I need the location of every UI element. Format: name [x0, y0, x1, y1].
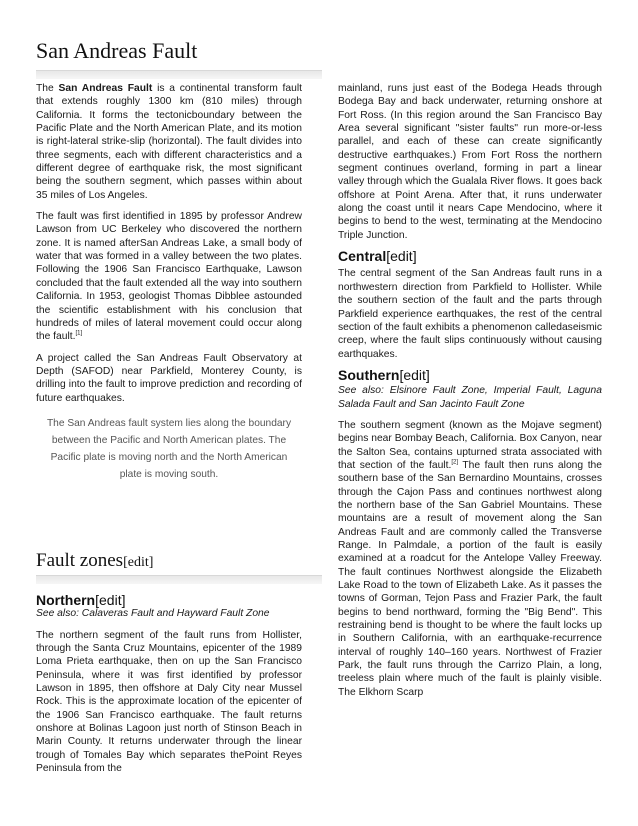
- fault-zones-section-header: [36, 550, 322, 584]
- intro-lead-text: The: [36, 83, 59, 94]
- edit-link-fault-zones[interactable]: [edit]: [123, 555, 154, 570]
- southern-see-also[interactable]: See also: Elsinore Fault Zone, Imperial Fault, Laguna Salada Fault and San Jacinto Fault Zone: [338, 385, 602, 410]
- intro-paragraph-2-text: The fault was first identified in 1895 by professor Andrew Lawson from UC Berkeley who discovered the northern zone. It is named afterSan Andreas Lake, a small body of water that was formed in a valley between the two plates. Following the 1906 San Francisco Earthquake, Lawson concluded that the fault extended all the way into southern California. In 1953, geologist Thomas Dibblee astounded the scientific establishment with his conclusion that hundreds of miles of lateral movement could occur along the fault.: [36, 211, 302, 343]
- article-subject-bold: San Andreas Fault: [58, 83, 153, 94]
- reference-link-1[interactable]: [1]: [75, 330, 83, 337]
- intro-paragraph-1: [36, 82, 302, 202]
- intro-paragraph-3: A project called the San Andreas Fault Observatory at Depth (SAFOD) near Parkfield, Monterey County, is drilling into the fault to improve prediction and recording of future earthquakes.: [36, 352, 302, 404]
- northern-heading-text: Northern: [36, 592, 96, 608]
- edit-link-northern[interactable]: [edit]: [95, 592, 126, 608]
- central-paragraph-1: The central segment of the San Andreas fault runs in a northwestern direction from Parkfield to Hollister. While the southern section of the fault and the parts through Parkfield experience earthquakes, the rest of the central section of the fault exhibits a phenomenon calledaseismic creep, where the fault slips continuously without causing earthquakes.: [338, 268, 602, 360]
- southern-paragraph-1: [338, 419, 602, 699]
- page-title: San Andreas Fault: [36, 38, 198, 63]
- title-divider: [36, 70, 322, 79]
- southern-paragraph-1-text-b: The fault then runs along the southern base of the San Bernardino Mountains, crosses through the Cajon Pass and continues northwest along the northern base of the San Gabriel Mountains. These mountains are a result of movement along the San Andreas Fault and are commonly called the Transverse Range. In Palmdale, a portion of the fault is easily examined at a roadcut for the Antelope Valley Freeway. The fault continues Northwest alongside the Elizabeth Lake Road to the town of Elizabeth Lake. As it passes the towns of Gorman, Tejon Pass and Frazier Park, the fault begins to bend northward, forming the "Big Bend". This restraining bend is thought to be where the fault locks up in Southern California, with an earthquake-recurrence interval of roughly 140–160 years. Northwest of Frazier Park, the fault runs through the Carrizo Plain, a long, treeless plain where much of the fault is plainly visible. The Elkhorn Scarp: [338, 459, 603, 698]
- northern-paragraph-continued: mainland, runs just east of the Bodega Heads through Bodega Bay and back underwater, returning onshore at Fort Ross. (In this region around the San Francisco Bay Area several significant "sister faults" run more-or-less parallel, and each of these can create significantly destructive earthquakes.) From Fort Ross the northern segment continues overland, forming in part a linear valley through which the Gualala River flows. It goes back offshore at Point Arena. After that, it runs underwater along the coast until it nears Cape Mendocino, where it begins to bend to the west, terminating at the Mendocino Triple Junction.: [338, 83, 602, 241]
- northern-paragraph-1: The northern segment of the fault runs from Hollister, through the Santa Cruz Mountains, epicenter of the 1989 Loma Prieta earthquake, then on up the San Francisco Peninsula, where it was first identified by professor Lawson in 1895, then offshore at Daly City near Mussel Rock. This is the approximate location of the epicenter of the 1906 San Francisco earthquake. The fault returns onshore at Bolinas Lagoon just north of Stinson Beach in Marin County. It returns underwater through the linear trough of Tomales Bay which separates thePoint Reyes Peninsula from the: [36, 629, 302, 775]
- section-divider: [36, 575, 322, 584]
- right-column: [338, 82, 602, 707]
- intro-paragraph-2: [36, 210, 302, 343]
- left-column: [36, 82, 302, 483]
- section-heading-northern: [36, 594, 302, 607]
- southern-paragraph-1-text-a: The southern segment (known as the Mojave segment) begins near Bombay Beach, California. Box Canyon, near the Salton Sea, contains upturned strata associated with that section of the fault.: [338, 419, 602, 471]
- edit-link-central[interactable]: [edit]: [386, 248, 417, 265]
- reference-link-2[interactable]: [2]: [451, 459, 458, 466]
- intro-paragraph-1-text: is a continental transform fault that extends roughly 1300 km (810 miles) through California. It forms the tectonicboundary between the Pacific Plate and the North American Plate, and its motion is right-lateral strike-slip (horizontal). The fault divides into three segments, each with different characteristics and a different degree of earthquake risk, the most significant being the southern segment, which passes within about 35 miles of Los Angeles.: [36, 83, 302, 201]
- section-heading-fault-zones: [36, 550, 322, 572]
- southern-heading-text: Southern: [338, 366, 400, 383]
- central-heading-text: Central: [338, 248, 387, 265]
- northern-section: [36, 594, 302, 783]
- section-heading-central: [338, 250, 602, 263]
- fault-zones-heading-text: Fault zones: [36, 550, 124, 571]
- section-heading-southern: [338, 366, 602, 383]
- figure-caption: The San Andreas fault system lies along the boundary between the Pacific and North American plates. The Pacific plate is moving north and the North American plate is moving south.: [46, 417, 292, 480]
- edit-link-southern[interactable]: [edit]: [399, 366, 430, 383]
- northern-see-also[interactable]: See also: Calaveras Fault and Hayward Fault Zone: [36, 608, 270, 620]
